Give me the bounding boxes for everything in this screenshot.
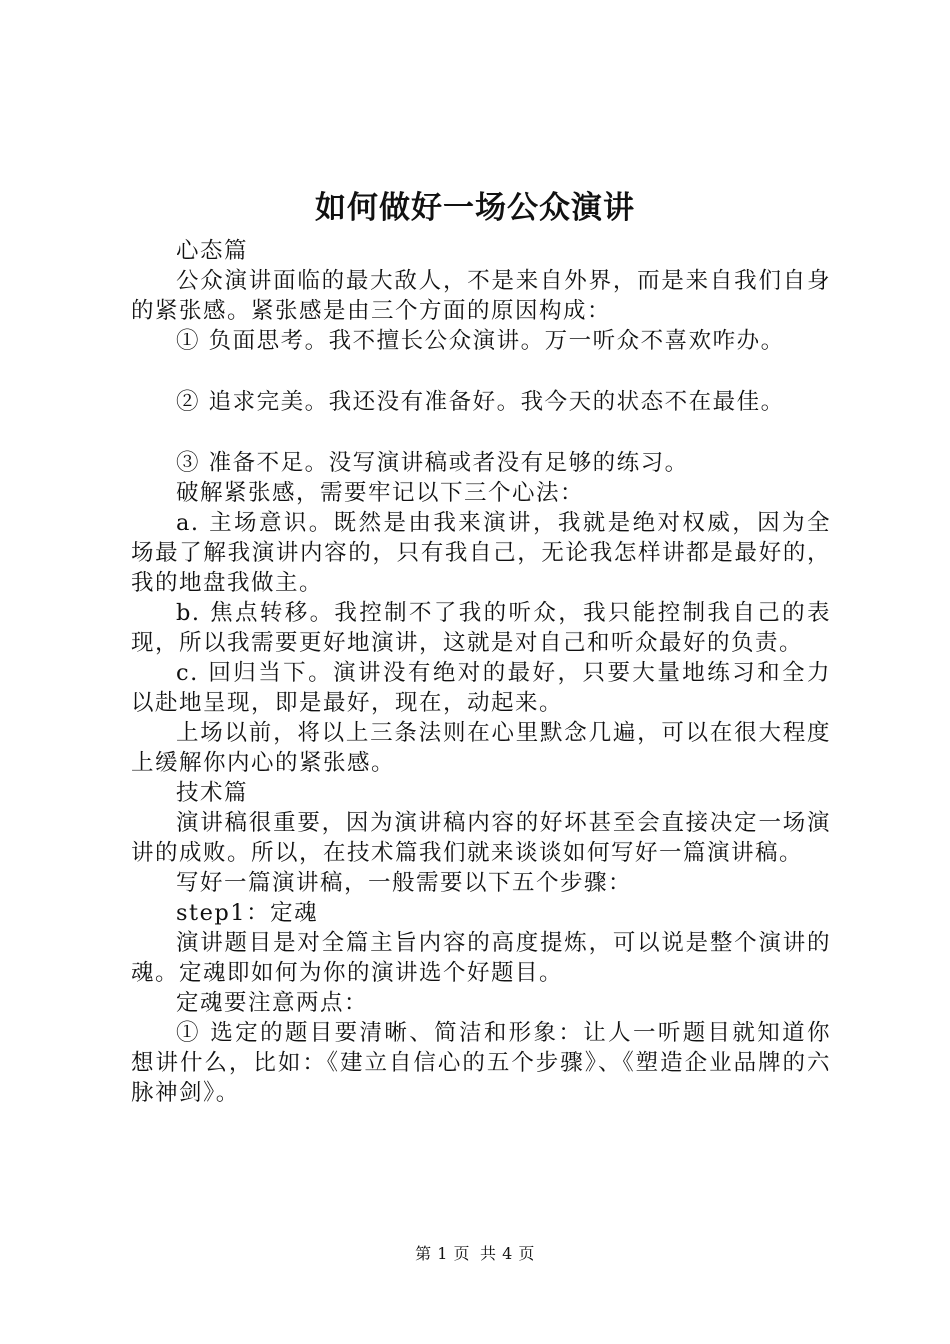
paragraph: 破解紧张感，需要牢记以下三个心法：: [176, 480, 585, 506]
list-item: a. 主场意识。既然是由我来演讲，我就是绝对权威，因为全场最了解我演讲内容的，只有我自己，无论我怎样讲都是最好的，我的地盘我做主。: [131, 510, 831, 596]
list-item: c. 回归当下。演讲没有绝对的最好，只要大量地练习和全力以赴地呈现，即是最好，现在，动起来。: [131, 660, 831, 716]
paragraph: 公众演讲面临的最大敌人，不是来自外界，而是来自我们自身的紧张感。紧张感是由三个方面的原因构成：: [131, 268, 831, 324]
paragraph: 演讲稿很重要，因为演讲稿内容的好坏甚至会直接决定一场演讲的成败。所以，在技术篇我们就来谈谈如何写好一篇演讲稿。: [131, 810, 831, 866]
paragraph: 定魂要注意两点：: [176, 990, 369, 1016]
section-heading-mindset: 心态篇: [176, 238, 249, 264]
step-heading: step1：定魂: [176, 900, 319, 926]
page-footer: [0, 1242, 950, 1266]
list-item: ① 负面思考。我不擅长公众演讲。万一听众不喜欢咋办。: [176, 328, 785, 354]
list-item: ② 追求完美。我还没有准备好。我今天的状态不在最佳。: [176, 389, 785, 415]
list-item: b. 焦点转移。我控制不了我的听众，我只能控制我自己的表现，所以我需要更好地演讲，这就是对自己和听众最好的负责。: [131, 600, 831, 656]
paragraph: 演讲题目是对全篇主旨内容的高度提炼，可以说是整个演讲的魂。定魂即如何为你的演讲选个好题目。: [131, 930, 831, 986]
paragraph: 写好一篇演讲稿，一般需要以下五个步骤：: [176, 870, 633, 896]
paragraph: 上场以前，将以上三条法则在心里默念几遍，可以在很大程度上缓解你内心的紧张感。: [131, 720, 831, 776]
section-heading-technique: 技术篇: [176, 780, 249, 806]
list-item: ③ 准备不足。没写演讲稿或者没有足够的练习。: [176, 450, 689, 476]
document-title: 如何做好一场公众演讲: [315, 190, 635, 226]
document-body: [131, 236, 831, 1108]
page-total: 共 4 页: [480, 1244, 535, 1263]
list-item: ① 选定的题目要清晰、简洁和形象：让人一听题目就知道你想讲什么，比如：《建立自信心的五个步骤》、《塑造企业品牌的六脉神剑》。: [131, 1020, 831, 1106]
page-number: 第 1 页: [415, 1244, 470, 1263]
